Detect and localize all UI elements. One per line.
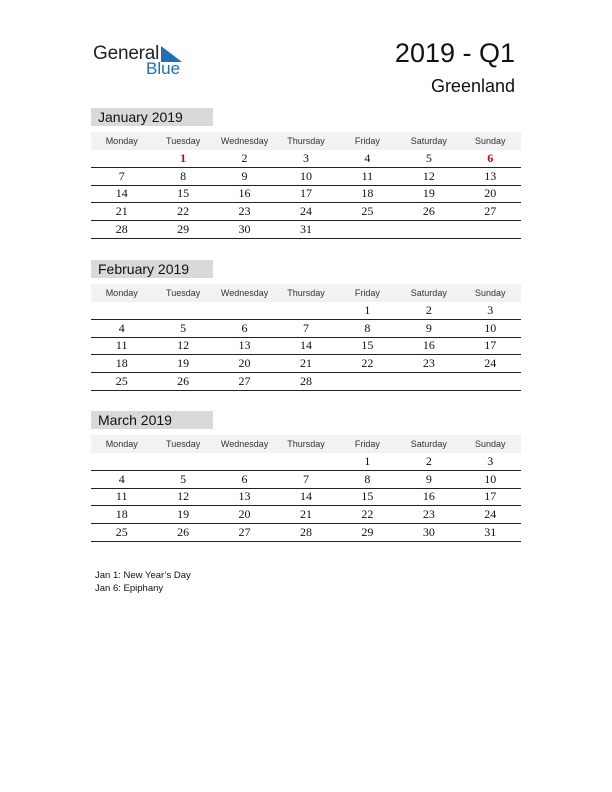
week-row [91,186,521,204]
day-cell: 9 [425,320,432,335]
day-cell: 22 [177,204,190,219]
month-calendar-january [91,108,521,239]
day-cell: 18 [361,186,374,201]
day-cell: 1 [180,150,187,165]
week-row [91,506,521,524]
day-cell: 2 [425,302,432,317]
day-cell: 8 [180,168,187,183]
weekday-header-row [91,435,521,453]
week-row [91,203,521,221]
day-cell: 19 [422,186,435,201]
weekday-label: Thursday [287,136,325,146]
day-cell: 17 [484,338,497,353]
day-cell: 19 [177,356,190,371]
day-cell: 9 [425,471,432,486]
day-cell: 22 [361,356,374,371]
day-cell: 14 [115,186,128,201]
day-cell: 4 [364,150,371,165]
day-cell: 31 [299,222,312,237]
weekday-header-row [91,132,521,150]
weekday-label: Monday [105,136,138,146]
week-row [91,471,521,489]
day-cell: 12 [177,489,190,504]
day-cell: 3 [487,302,494,317]
month-calendar-march [91,411,521,542]
day-cell: 25 [361,204,374,219]
day-cell: 14 [299,338,312,353]
holiday-note: Jan 6: Epiphany [95,583,164,594]
week-row [91,320,521,338]
weekday-label: Thursday [287,288,325,298]
day-cell: 6 [241,320,248,335]
weekday-label: Tuesday [166,288,201,298]
week-row [91,453,521,471]
day-cell: 6 [241,471,248,486]
day-cell: 13 [484,168,497,183]
day-cell: 1 [364,453,371,468]
day-cell: 20 [484,186,497,201]
day-cell: 11 [361,168,374,183]
day-cell: 27 [238,374,251,389]
weekday-label: Saturday [410,439,447,449]
day-cell: 10 [299,168,312,183]
day-cell: 5 [425,150,432,165]
country-name: Greenland [430,76,515,96]
day-cell: 13 [238,338,251,353]
day-cell: 12 [422,168,435,183]
weekday-label: Sunday [474,136,506,146]
day-cell: 15 [177,186,190,201]
weekday-label: Monday [105,288,138,298]
day-cell: 10 [484,320,497,335]
weekday-label: Thursday [287,439,325,449]
month-title: February 2019 [91,260,213,278]
weekday-label: Tuesday [166,136,201,146]
day-cell: 28 [299,374,312,389]
weekday-label: Sunday [474,288,506,298]
day-cell: 22 [361,507,374,522]
day-cell: 1 [364,302,371,317]
day-cell: 3 [487,453,494,468]
month-title: March 2019 [91,411,213,429]
day-cell: 25 [115,374,128,389]
day-cell: 3 [302,150,309,165]
week-row [91,338,521,356]
week-row [91,302,521,320]
day-cell: 18 [115,356,128,371]
day-cell: 30 [422,525,435,540]
day-cell: 14 [299,489,312,504]
holiday-note: Jan 1: New Year’s Day [95,570,191,581]
day-cell: 12 [177,338,190,353]
day-cell: 23 [422,356,435,371]
day-cell: 16 [422,489,435,504]
day-cell: 5 [180,320,187,335]
weekday-label: Saturday [410,288,447,298]
day-cell: 17 [484,489,497,504]
day-cell: 20 [238,507,251,522]
day-cell: 7 [118,168,125,183]
weekday-label: Wednesday [220,439,269,449]
day-cell: 16 [422,338,435,353]
day-cell: 26 [422,204,435,219]
day-cell: 24 [484,507,497,522]
day-cell: 23 [238,204,251,219]
day-cell: 11 [115,489,128,504]
weekday-label: Sunday [474,439,506,449]
day-cell: 4 [118,471,125,486]
day-cell: 7 [302,320,309,335]
day-cell: 20 [238,356,251,371]
weekday-label: Wednesday [220,136,269,146]
day-cell: 8 [364,320,371,335]
weekday-label: Wednesday [220,288,269,298]
week-row [91,355,521,373]
day-cell: 21 [115,204,128,219]
week-row [91,168,521,186]
day-cell: 19 [177,507,190,522]
generalblue-logo [93,43,203,79]
day-cell: 30 [238,222,251,237]
day-cell: 31 [484,525,497,540]
day-cell: 8 [364,471,371,486]
day-cell: 15 [361,338,374,353]
weekday-header-row [91,284,521,302]
day-cell: 18 [115,507,128,522]
weekday-label: Friday [354,136,380,146]
day-cell: 5 [180,471,187,486]
week-row [91,489,521,507]
day-cell: 28 [115,222,128,237]
holiday-notes [95,569,191,595]
day-cell: 4 [118,320,125,335]
weekday-label: Friday [354,439,380,449]
day-cell: 25 [115,525,128,540]
day-cell: 10 [484,471,497,486]
day-cell: 21 [299,507,312,522]
logo-text-blue: Blue [146,59,181,78]
day-cell: 29 [361,525,374,540]
weekday-label: Friday [354,288,380,298]
day-cell: 2 [425,453,432,468]
day-cell: 21 [299,356,312,371]
weekday-label: Tuesday [166,439,201,449]
weekday-label: Monday [105,439,138,449]
day-cell: 27 [484,204,497,219]
week-row [91,150,521,168]
week-row [91,221,521,239]
period-title: 2019 - Q1 [394,38,515,68]
day-cell: 9 [241,168,248,183]
week-row [91,373,521,391]
day-cell: 23 [422,507,435,522]
day-cell: 17 [299,186,312,201]
day-cell: 27 [238,525,251,540]
day-cell: 13 [238,489,251,504]
day-cell: 24 [484,356,497,371]
day-cell: 11 [115,338,128,353]
day-cell: 16 [238,186,251,201]
week-row [91,524,521,542]
day-cell: 26 [177,374,190,389]
day-cell: 2 [241,150,248,165]
month-calendar-february [91,260,521,391]
day-cell: 26 [177,525,190,540]
day-cell: 15 [361,489,374,504]
day-cell: 24 [299,204,312,219]
day-cell: 28 [299,525,312,540]
day-cell: 29 [177,222,190,237]
weekday-label: Saturday [410,136,447,146]
logo-text-general: General [93,43,160,64]
month-title: January 2019 [91,108,213,126]
day-cell: 6 [487,150,494,165]
day-cell: 7 [302,471,309,486]
